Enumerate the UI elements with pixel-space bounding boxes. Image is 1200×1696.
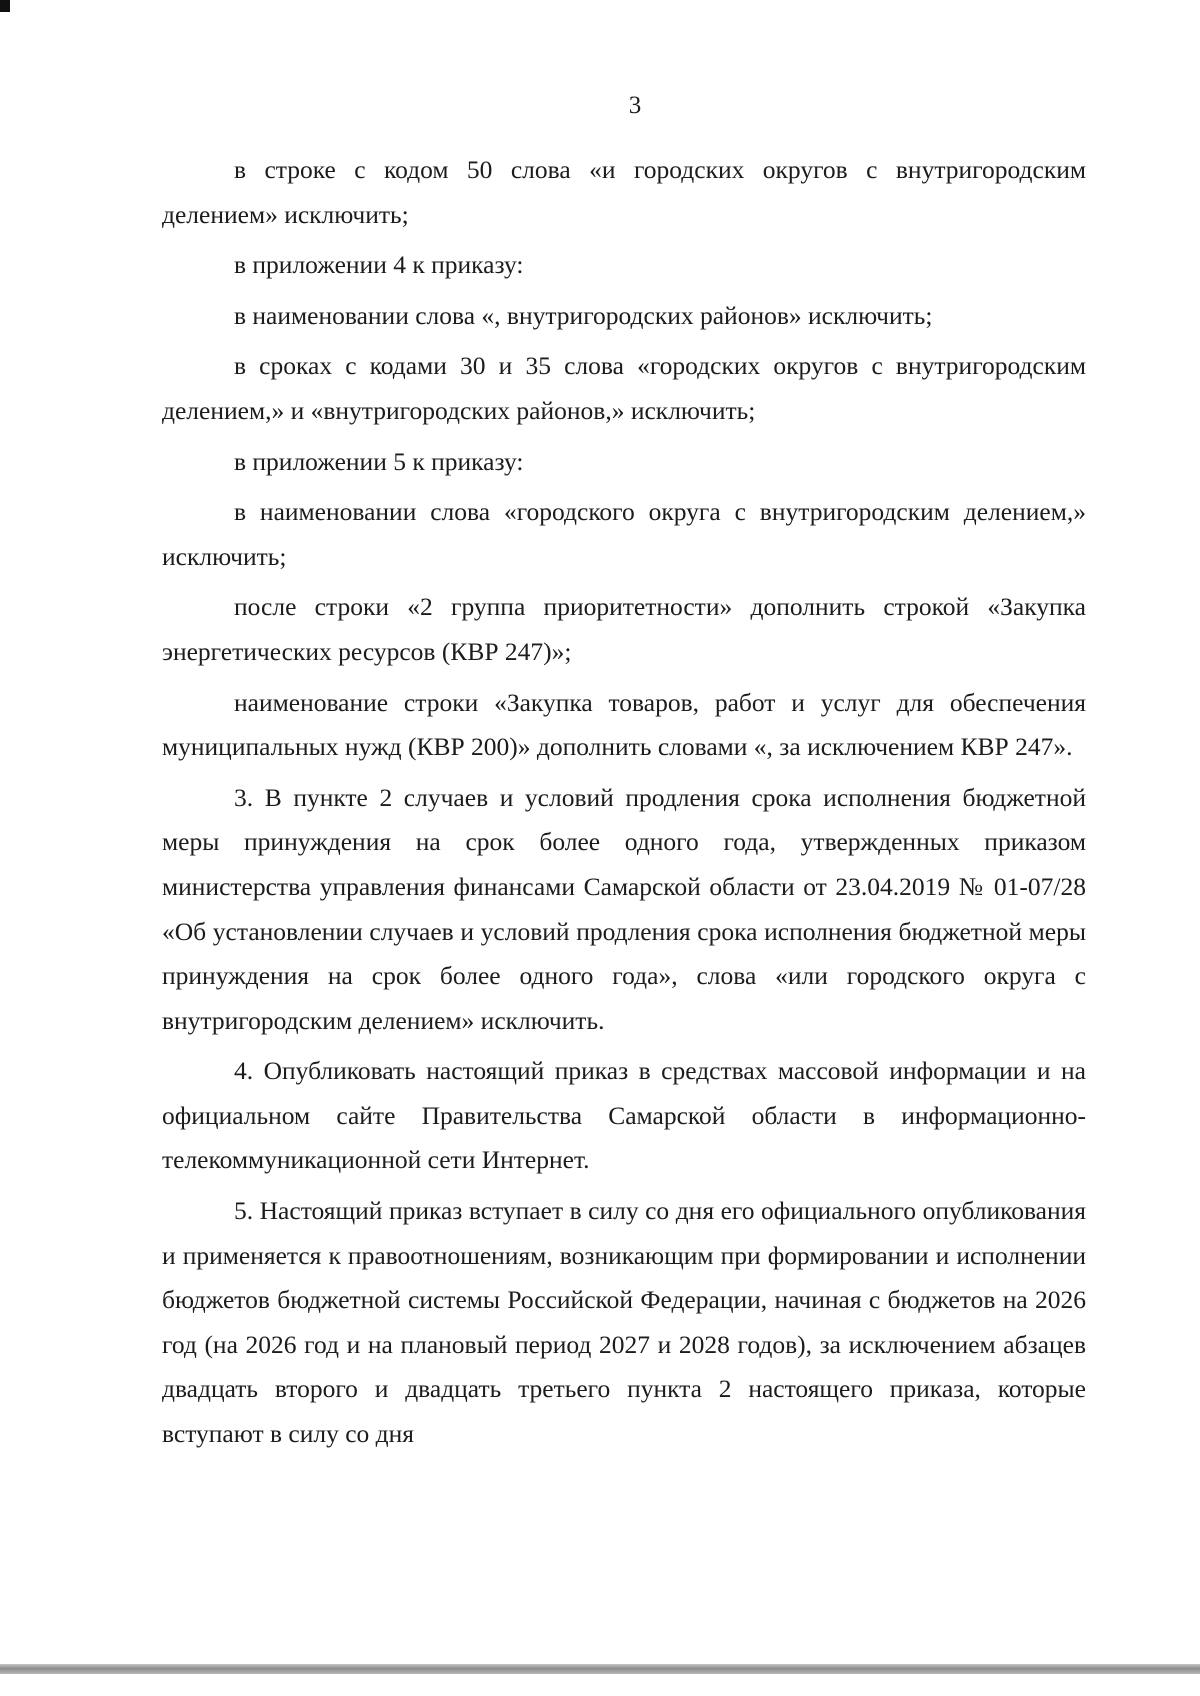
paragraph-appendix-4-title: в наименовании слова «, внутригородских районов» исключить; — [234, 300, 933, 330]
paragraph-appendix-5-heading: в приложении 5 к приказу: — [234, 446, 524, 476]
paragraph-item-3: 3. В пункте 2 случаев и условий продления срока исполнения бюджетной меры принуждения на срок более одного года, утвержденных приказом министерства управления финансами Самарской области от 23.04.2019 № 01-07/28 «Об установлении случаев и условий продления срока исполнения бюджетной меры принуждения на срок более одного года», слова «или городского округа с внутригородским делением» исключить. — [162, 782, 1086, 1035]
document-body — [162, 148, 1086, 1457]
paragraph-item-5: 5. Настоящий приказ вступает в силу со дня его официального опубликования и применяется к правоотношениям, возникающим при формировании и исполнении бюджетов бюджетной системы Российской Федерации, начиная с бюджетов на 2026 год (на 2026 год и на плановый период 2027 и 2028 годов), за исключением абзацев двадцать второго и двадцать третьего пункта 2 настоящего приказа, которые вступают в силу со дня — [162, 1196, 1086, 1449]
paragraph-row-code-50: в строке с кодом 50 слова «и городских округов с внутригородским делением» исключить; — [162, 155, 1086, 229]
paragraph-priority-group-2: после строки «2 группа приоритетности» дополнить строкой «Закупка энергетических ресурсов (КВР 247)»; — [162, 592, 1086, 666]
paragraph-appendix-4-heading: в приложении 4 к приказу: — [234, 250, 524, 280]
paragraph-item-4: 4. Опубликовать настоящий приказ в средствах массовой информации и на официальном сайте Правительства Самарской области в информационно-телекоммуникационной сети Интернет. — [162, 1056, 1086, 1175]
paragraph-kvr-200: наименование строки «Закупка товаров, работ и услуг для обеспечения муниципальных нужд (КВР 200)» дополнить словами «, за исключением КВР 247». — [162, 687, 1086, 762]
paragraph-appendix-4-codes-30-35: в сроках с кодами 30 и 35 слова «городских округов с внутригородским делением,» и «внутригородских районов,» исключить; — [162, 351, 1086, 425]
paragraph-appendix-5-title: в наименовании слова «городского округа с внутригородским делением,» исключить; — [162, 497, 1086, 571]
scan-corner-mark — [0, 0, 10, 12]
scan-bottom-edge — [0, 1664, 1200, 1674]
page-number: 3 — [628, 92, 642, 119]
